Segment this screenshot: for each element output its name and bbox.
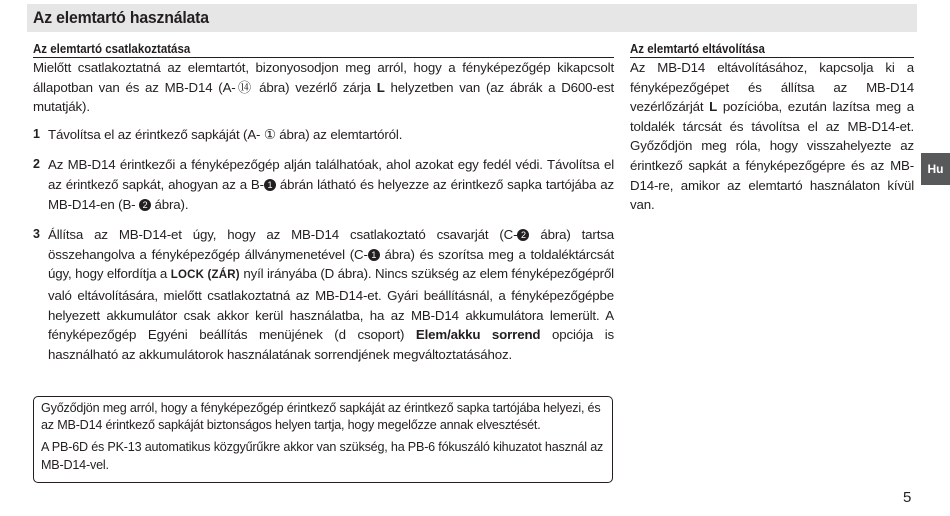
lock-position-label: L xyxy=(376,79,385,95)
connect-heading xyxy=(33,42,614,58)
menu-option-name: Elem/akku sorrend xyxy=(415,327,541,343)
step-2 xyxy=(33,155,614,214)
connect-heading-text: Az elemtartó csatlakoztatása xyxy=(33,42,191,56)
connect-section xyxy=(33,42,614,364)
callout-2-icon: 2 xyxy=(139,199,151,211)
page-title: Az elemtartó használata xyxy=(33,8,209,27)
remove-text-1: Az MB-D14 eltávolításához, kapcsolja ki a fényképezőgépet és állítsa az MB-D14 vezérlőzárját xyxy=(630,60,914,115)
note-2: A PB-6D és PK-13 automatikus közgyűrűkre akkor van szükség, ha PB-6 fókuszáló kihuzatot használ az MB-D14-vel. xyxy=(41,440,604,472)
remove-section xyxy=(630,42,914,215)
step-3-text-3: ábra) és szorítsa meg a toldaléktárcsát úgy, hogy elfordítja a xyxy=(48,246,614,282)
remove-text xyxy=(630,58,914,215)
notes-box xyxy=(33,396,613,483)
remove-heading xyxy=(630,42,914,58)
step-1 xyxy=(33,125,614,145)
step-2-text-2: ábrán látható és helyezze az érintkező sapka tartójába az MB-D14-en (B- xyxy=(48,176,614,212)
step-3-number: 3 xyxy=(33,227,40,242)
step-2-text-1: Az MB-D14 érintkezői a fényképezőgép alján találhatóak, ahol azokat egy fedél védi. Távolítsa el az érintkező sapkát, ahogyan az a B- xyxy=(48,157,614,192)
callout-2-icon: 2 xyxy=(517,229,529,241)
step-1-number: 1 xyxy=(33,126,40,141)
step-1-text-1: Távolítsa el az érintkező sapkáját (A- xyxy=(48,126,264,142)
step-3-text-2: ábra) tartsa összehangolva a fényképezőgép állványmenetével (C- xyxy=(48,227,614,262)
callout-1-icon: 1 xyxy=(368,249,380,261)
page-number: 5 xyxy=(903,489,912,506)
step-2-number: 2 xyxy=(33,157,40,172)
language-tab: Hu xyxy=(921,153,950,185)
lock-position-label: L xyxy=(709,99,718,115)
step-3 xyxy=(33,225,614,364)
note-1: Győződjön meg arról, hogy a fényképezőgép érintkező sapkáját az érintkező sapka tartójába helyezi, és az MB-D14 érintkező sapkáját biztonságos helyen tartja, hogy megelőzze annak elvesztését. xyxy=(41,401,601,433)
figure-ref-14: ⑭ xyxy=(235,79,254,95)
intro-text-3: helyzetben van (az ábrák a D600-est mutatják). xyxy=(33,79,614,115)
step-3-text-5: opciója is használható az akkumulátorok használatának sorrendjének megváltoztatásához. xyxy=(48,327,614,362)
lock-label: LOCK (ZÁR) xyxy=(170,269,240,282)
step-2-text-3: ábra). xyxy=(151,196,189,212)
connect-intro xyxy=(33,58,614,117)
remove-text-2: pozícióba, ezután lazítsa meg a toldalék tárcsát és távolítsa el az MB-D14-et. Győződjön meg róla, hogy visszahelyezte az érintkező sapkát a fényképezőgépre és az MB-D14-re, amikor az elemtartó használaton kívül van. xyxy=(630,99,914,213)
step-3-text-1: Állítsa az MB-D14-et úgy, hogy az MB-D14 csatlakoztató csavarját (C- xyxy=(48,227,518,243)
intro-text-2: ábra) vezérlő zárja xyxy=(253,79,377,95)
callout-1-icon: 1 xyxy=(264,179,276,191)
figure-ref-1: ① xyxy=(263,126,276,142)
intro-text-1: Mielőtt csatlakoztatná az elemtartót, bizonyosodjon meg arról, hogy a fényképezőgép kikapcsolt állapotban van és az MB-D14 (A- xyxy=(33,60,614,95)
step-1-text-2: ábra) az elemtartóról. xyxy=(275,126,403,142)
remove-heading-text: Az elemtartó eltávolítása xyxy=(630,42,765,56)
step-3-text-4: nyíl irányába (D ábra). Nincs szükség az elem fényképezőgépről való eltávolítására, mielőtt csatlakoztatná az MB-D14-et. Gyári beállításnál, a fényképezőgépbe helyezett akkumulátor csak akkor kerül használatba, ha az MB-D14 akkumulátora lemerült. A fényképezőgép Egyéni beállítás menüjének (d csoport) xyxy=(48,266,614,343)
